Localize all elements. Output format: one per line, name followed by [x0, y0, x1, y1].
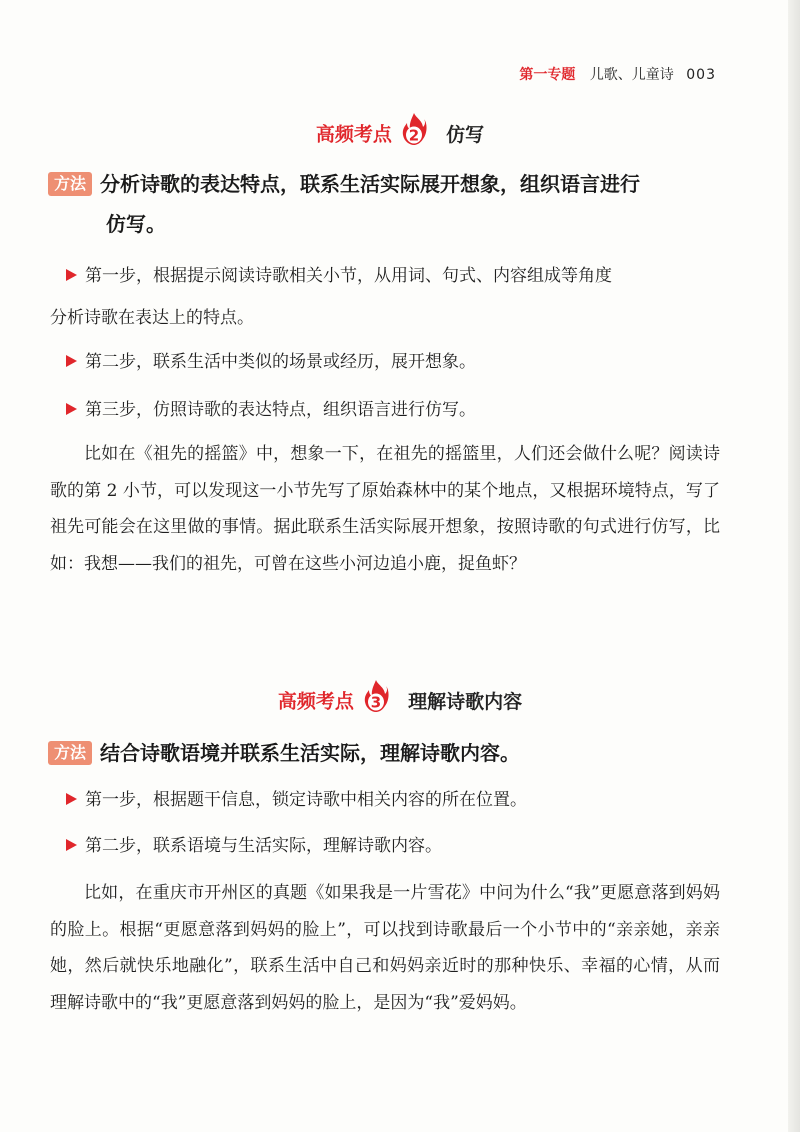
- arrow-bullet-icon: [66, 839, 77, 851]
- example-paragraph-2: 比如，在重庆市开州区的真题《如果我是一片雪花》中问为什么“我”更愿意落到妈妈的脸上。根据“更愿意落到妈妈的脸上”，可以找到诗歌最后一个小节中的“亲亲她，亲亲她，然后就快乐地融化”，联系生活中自己和妈妈亲近时的那种快乐、幸福的心情，从而理解诗歌中的“我”更愿意落到妈妈的脸上，是因为“我”爱妈妈。: [50, 883, 720, 1013]
- step-1: 第一步，根据提示阅读诗歌相关小节，从用词、句式、内容组成等角度: [50, 256, 730, 296]
- point-label: 高频考点: [277, 690, 354, 713]
- point-name: 理解诗歌内容: [408, 690, 523, 713]
- arrow-bullet-icon: [66, 403, 77, 415]
- method-block-2: [48, 733, 728, 773]
- arrow-bullet-icon: [66, 355, 77, 367]
- chapter-title: 儿歌、儿童诗: [589, 67, 674, 83]
- point-title-2: [0, 116, 800, 150]
- step-2: 第二步，联系语境与生活实际，理解诗歌内容。: [50, 826, 730, 866]
- flame-number: 3: [370, 693, 382, 712]
- chapter-label: 第一专题: [519, 67, 576, 83]
- method-text: 分析诗歌的表达特点，联系生活实际展开想象，组织语言进行: [100, 172, 641, 196]
- step-3: 第三步，仿照诗歌的表达特点，组织语言进行仿写。: [50, 390, 730, 430]
- method-badge: 方法: [48, 172, 92, 196]
- flame-number-2-icon: [401, 112, 427, 146]
- point-label: 高频考点: [315, 123, 392, 146]
- page-edge: [788, 0, 800, 1132]
- method-text: 结合诗歌语境并联系生活实际，理解诗歌内容。: [100, 741, 521, 765]
- method-block-1: [48, 164, 728, 244]
- step-1-continued: 分析诗歌在表达上的特点。: [50, 308, 254, 328]
- point-title-3: [0, 683, 800, 717]
- flame-number-3-icon: [363, 679, 389, 713]
- method-badge: 方法: [48, 741, 92, 765]
- arrow-bullet-icon: [66, 793, 77, 805]
- page-number: 003: [686, 67, 716, 83]
- arrow-bullet-icon: [66, 269, 77, 281]
- flame-number: 2: [408, 126, 420, 145]
- step-2: 第二步，联系生活中类似的场景或经历，展开想象。: [50, 342, 730, 382]
- point-name: 仿写: [446, 123, 485, 146]
- step-1: 第一步，根据题干信息，锁定诗歌中相关内容的所在位置。: [50, 780, 730, 820]
- example-paragraph-1: 比如在《祖先的摇篮》中，想象一下，在祖先的摇篮里，人们还会做什么呢？阅读诗歌的第 2 小节，可以发现这一小节先写了原始森林中的某个地点，又根据环境特点，写了祖先可能会在这里做的事情。据此联系生活实际展开想象，按照诗歌的句式进行仿写，比如：我想——我们的祖先，可曾在这些小河边追小鹿，捉鱼虾？: [50, 444, 720, 574]
- running-header: [519, 64, 716, 84]
- method-text-continued: 仿写。: [106, 212, 166, 236]
